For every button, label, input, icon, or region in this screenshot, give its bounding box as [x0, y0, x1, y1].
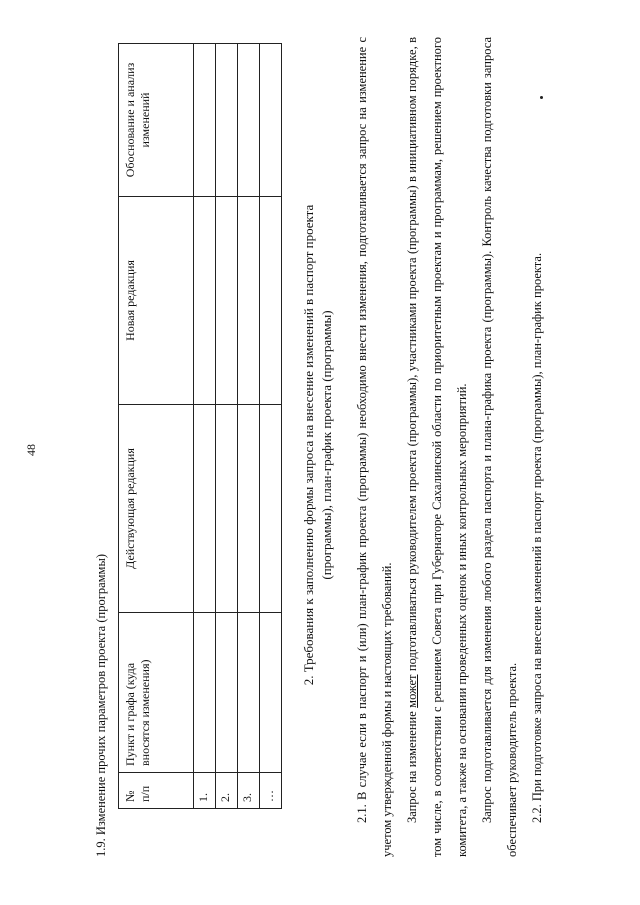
header-item: Пункт и графа (куда вносятся изменения)	[119, 613, 194, 773]
body-text	[350, 37, 550, 857]
paragraph-text: Запрос на изменение	[405, 711, 419, 823]
row-number: 3.	[238, 773, 260, 809]
header-reason: Обоснование и анализ изменений	[119, 44, 194, 197]
table-cell	[260, 405, 282, 613]
table-header-row	[119, 44, 194, 809]
table-row	[216, 44, 238, 809]
table-cell	[216, 44, 238, 197]
header-current-version: Действующая редакция	[119, 405, 194, 613]
underlined-word: может	[405, 674, 419, 708]
table-cell	[194, 613, 216, 773]
paragraph-2-2: 2.2. При подготовке запроса на внесение изменений в паспорт проекта (программы), план-график проекта.	[530, 252, 544, 823]
table-cell	[194, 405, 216, 613]
table-row	[260, 44, 282, 809]
parameters-table	[118, 43, 282, 809]
table-cell	[216, 613, 238, 773]
row-number: …	[260, 773, 282, 809]
row-number: 1.	[194, 773, 216, 809]
header-num: № п/п	[119, 773, 194, 809]
table-row	[238, 44, 260, 809]
paragraph-text: подготавливаться руководителем проекта (программы), участниками проекта (программы) в инициативном порядке, в том числе, в соответствии с решением Совета при Губернаторе Сахалинской области по приоритетным проектам и программам, решением проектного комитета, а также на основании проведенных оценок и иных контрольных мероприятий.	[405, 36, 469, 857]
paragraph-initiators	[400, 37, 475, 857]
table-row	[194, 44, 216, 809]
paragraph-quality-control: Запрос подготавливается для изменения любого раздела паспорта и плана-графика проекта (программы). Контроль качества подготовки запроса обеспечивает руководитель проекта.	[480, 37, 519, 857]
table-cell	[260, 613, 282, 773]
row-number: 2.	[216, 773, 238, 809]
paragraph-2-1: 2.1. В случае если в паспорт и (или) план-график проекта (программы) необходимо внести изменения, подготавливается запрос на изменение с учетом утвержденной формы и настоящих требований.	[355, 37, 394, 857]
table-cell	[260, 44, 282, 197]
table-cell	[260, 197, 282, 405]
table-cell	[238, 197, 260, 405]
table-cell	[238, 405, 260, 613]
table-cell	[238, 613, 260, 773]
table-cell	[194, 44, 216, 197]
table-cell	[216, 197, 238, 405]
section-title: 1.9. Изменение прочих параметров проекта (программы)	[94, 553, 108, 857]
table-cell	[238, 44, 260, 197]
table-cell	[194, 197, 216, 405]
table-cell	[216, 405, 238, 613]
page-number: 48	[24, 444, 38, 456]
scan-dot-mark	[540, 96, 543, 99]
header-new-version: Новая редакция	[119, 197, 194, 405]
requirements-heading: 2. Требования к заполнению формы запроса на внесение изменений в паспорт проекта (программы), план-график проекта (программы)	[301, 204, 334, 686]
